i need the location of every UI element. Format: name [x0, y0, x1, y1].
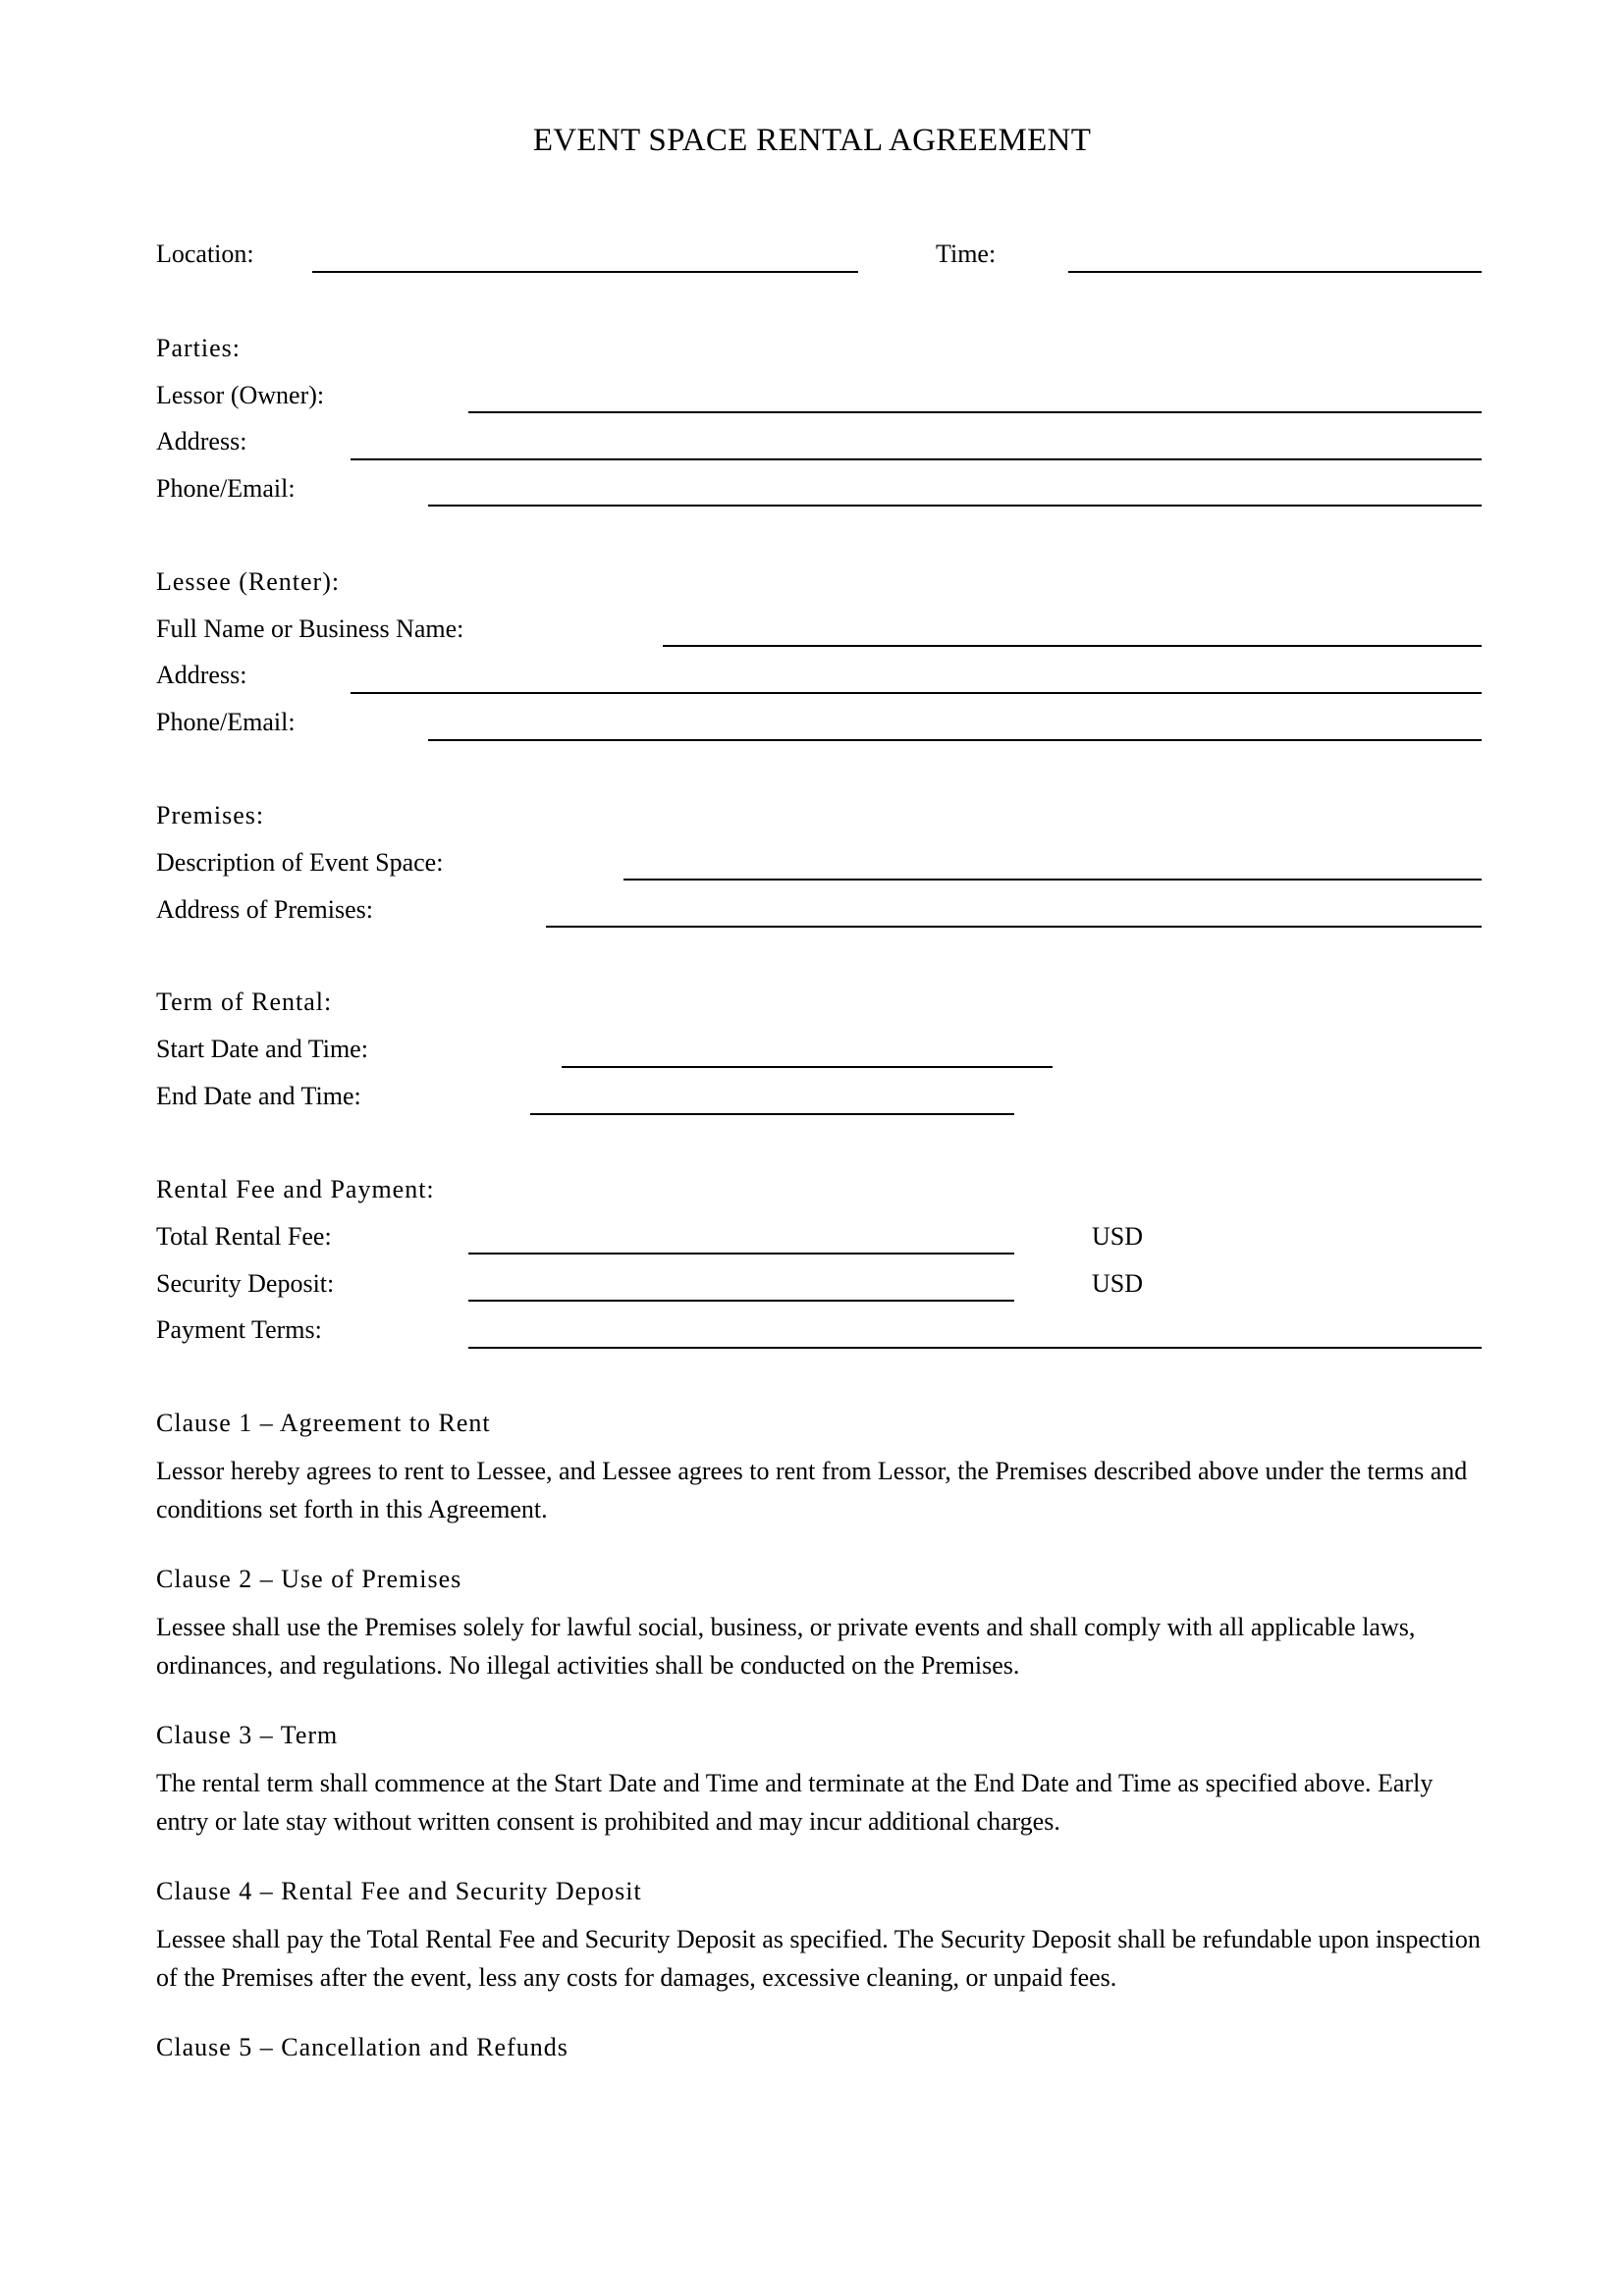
- lessee-address-label: Address:: [156, 661, 247, 689]
- term-heading: Term of Rental:: [156, 988, 333, 1016]
- lessee-contact-label: Phone/Email:: [156, 708, 296, 736]
- lessor-name-label: Lessor (Owner):: [156, 381, 325, 409]
- premises-heading: Premises:: [156, 801, 265, 829]
- premises-address-field-line[interactable]: [546, 926, 1482, 928]
- lessee-name-label: Full Name or Business Name:: [156, 614, 464, 643]
- lessor-address-field-line[interactable]: [351, 458, 1482, 460]
- clause-2-text: Lessee shall use the Premises solely for lawful social, business, or private events and shall comply with all applicable laws, ordinances, and regulations. No illegal activities shall be conducted on the Premises.: [156, 1613, 1416, 1680]
- premises-description-field-line[interactable]: [623, 879, 1482, 881]
- lessor-address-label: Address:: [156, 427, 247, 455]
- clause-2-heading: Clause 2 – Use of Premises: [156, 1565, 462, 1593]
- parties-heading: Parties:: [156, 334, 241, 362]
- payment-terms-label: Payment Terms:: [156, 1315, 322, 1344]
- location-label: Location:: [156, 240, 254, 268]
- end-date-field-line[interactable]: [530, 1113, 1014, 1115]
- clause-5-heading: Clause 5 – Cancellation and Refunds: [156, 2033, 568, 2061]
- start-date-label: Start Date and Time:: [156, 1035, 368, 1063]
- deposit-label: Security Deposit:: [156, 1269, 335, 1298]
- total-fee-field-line[interactable]: [468, 1253, 1014, 1255]
- lessee-address-field-line[interactable]: [351, 692, 1482, 694]
- time-field-line[interactable]: [1068, 271, 1482, 273]
- deposit-currency: USD: [1092, 1269, 1144, 1298]
- clause-3-text: The rental term shall commence at the Start Date and Time and terminate at the End Date and Time as specified above. Early entry or late stay without written consent is prohibited and may incur additional charges.: [156, 1769, 1434, 1836]
- clause-4-text: Lessee shall pay the Total Rental Fee and Security Deposit as specified. The Security Deposit shall be refundable upon inspection of the Premises after the event, less any costs for damages, excessive cleaning, or unpaid fees.: [156, 1925, 1481, 1992]
- document-title: EVENT SPACE RENTAL AGREEMENT: [532, 123, 1092, 158]
- lessor-contact-field-line[interactable]: [428, 505, 1482, 507]
- time-label: Time:: [936, 240, 997, 268]
- end-date-label: End Date and Time:: [156, 1082, 361, 1110]
- lessee-heading: Lessee (Renter):: [156, 567, 341, 596]
- location-field-line[interactable]: [312, 271, 858, 273]
- payment-terms-field-line[interactable]: [468, 1347, 1482, 1349]
- payment-heading: Rental Fee and Payment:: [156, 1175, 435, 1203]
- premises-description-label: Description of Event Space:: [156, 848, 444, 877]
- start-date-field-line[interactable]: [562, 1066, 1053, 1068]
- clause-4-heading: Clause 4 – Rental Fee and Security Deposit: [156, 1877, 642, 1905]
- lessee-contact-field-line[interactable]: [428, 739, 1482, 741]
- lessor-name-field-line[interactable]: [468, 411, 1482, 413]
- lessee-name-field-line[interactable]: [663, 645, 1482, 647]
- clause-1-text: Lessor hereby agrees to rent to Lessee, and Lessee agrees to rent from Lessor, the Premises described above under the terms and conditions set forth in this Agreement.: [156, 1457, 1468, 1523]
- deposit-field-line[interactable]: [468, 1300, 1014, 1302]
- clause-1-heading: Clause 1 – Agreement to Rent: [156, 1409, 491, 1437]
- total-fee-currency: USD: [1092, 1222, 1144, 1251]
- total-fee-label: Total Rental Fee:: [156, 1222, 332, 1251]
- premises-address-label: Address of Premises:: [156, 895, 373, 924]
- clause-3-heading: Clause 3 – Term: [156, 1721, 339, 1749]
- lessor-contact-label: Phone/Email:: [156, 474, 296, 503]
